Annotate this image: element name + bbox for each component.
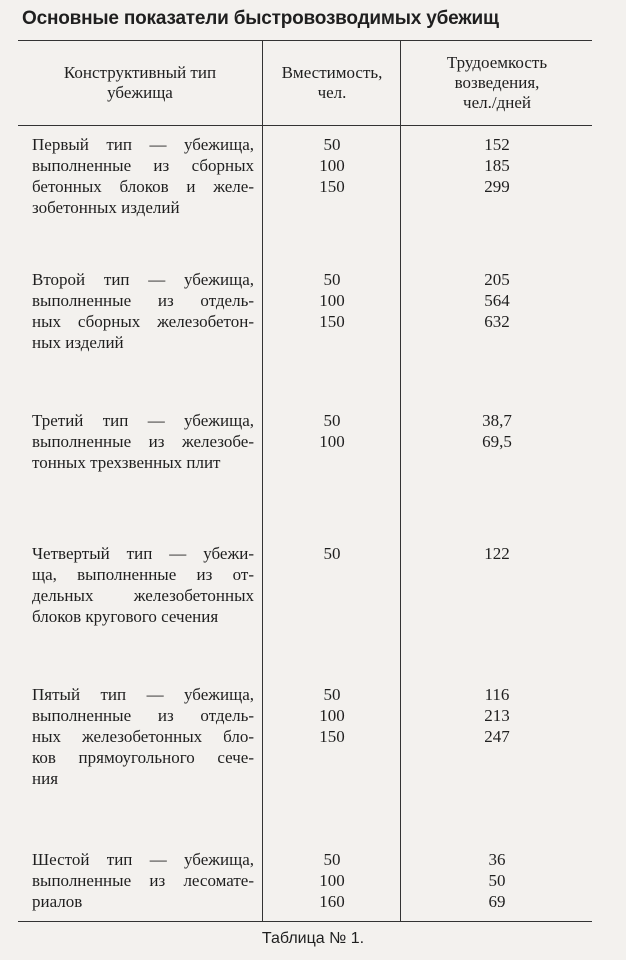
description-line: выполненные из сборных xyxy=(32,156,254,175)
capacity-value: 50 xyxy=(323,411,341,430)
description-line: Четвертый тип — убежи- xyxy=(32,544,254,563)
description-line: Пятый тип — убежища, xyxy=(32,685,254,704)
table-header xyxy=(18,41,592,126)
shelter-type-description xyxy=(32,269,254,353)
capacity-value: 50 xyxy=(323,544,341,563)
description-line: ных сборных железобетон- xyxy=(32,312,254,331)
column-divider xyxy=(262,41,263,921)
capacity-value: 150 xyxy=(319,727,345,746)
labor-value: 152 xyxy=(484,135,510,154)
labor-value: 36 xyxy=(488,850,506,869)
labor-value: 632 xyxy=(484,312,510,331)
capacity-value: 50 xyxy=(323,270,341,289)
labor-values xyxy=(402,543,592,564)
capacity-value: 100 xyxy=(319,291,345,310)
labor-value: 50 xyxy=(488,871,506,890)
capacity-values xyxy=(264,849,400,912)
description-line: дельных железобетонных xyxy=(32,586,254,605)
column-divider xyxy=(400,41,401,921)
capacity-value: 50 xyxy=(323,685,341,704)
labor-value: 205 xyxy=(484,270,510,289)
capacity-value: 160 xyxy=(319,892,345,911)
capacity-value: 50 xyxy=(323,135,341,154)
header-labor: Трудоемкость возведения, чел./дней xyxy=(446,53,548,112)
shelter-type-description xyxy=(32,849,254,912)
labor-values xyxy=(402,684,592,747)
table-caption: Таблица № 1. xyxy=(261,930,365,947)
labor-value: 564 xyxy=(484,291,510,310)
description-line: ных изделий xyxy=(32,333,124,352)
labor-value: 69 xyxy=(488,892,506,911)
labor-values xyxy=(402,134,592,197)
description-line: Первый тип — убежища, xyxy=(32,135,254,154)
labor-value: 122 xyxy=(484,544,510,563)
labor-values xyxy=(402,849,592,912)
labor-values xyxy=(402,269,592,332)
labor-value: 213 xyxy=(484,706,510,725)
description-line: ков прямоугольного сече- xyxy=(32,748,254,767)
description-line: выполненные из отдель- xyxy=(32,706,254,725)
description-line: ния xyxy=(32,769,59,788)
description-line: блоков кругового сечения xyxy=(32,607,219,626)
description-line: Второй тип — убежища, xyxy=(32,270,254,289)
capacity-value: 100 xyxy=(319,871,345,890)
shelter-type-description xyxy=(32,684,254,789)
labor-value: 185 xyxy=(484,156,510,175)
labor-value: 69,5 xyxy=(482,432,512,451)
capacity-value: 150 xyxy=(319,177,345,196)
description-line: Третий тип — убежища, xyxy=(32,411,254,430)
capacity-value: 100 xyxy=(319,156,345,175)
description-line: ных железобетонных бло- xyxy=(32,727,254,746)
shelter-type-description xyxy=(32,410,254,473)
shelter-table xyxy=(18,40,592,922)
description-line: риалов xyxy=(32,892,83,911)
capacity-value: 100 xyxy=(319,432,345,451)
capacity-values xyxy=(264,410,400,452)
description-line: ща, выполненные из от- xyxy=(32,565,254,584)
labor-value: 299 xyxy=(484,177,510,196)
description-line: выполненные из железобе- xyxy=(32,432,254,451)
capacity-values xyxy=(264,684,400,747)
capacity-values xyxy=(264,134,400,197)
labor-value: 247 xyxy=(484,727,510,746)
description-line: Шестой тип — убежища, xyxy=(32,850,254,869)
description-line: зобетонных изделий xyxy=(32,198,180,217)
shelter-type-description xyxy=(32,134,254,218)
capacity-value: 50 xyxy=(323,850,341,869)
capacity-value: 100 xyxy=(319,706,345,725)
labor-values xyxy=(402,410,592,452)
capacity-values xyxy=(264,269,400,332)
shelter-type-description xyxy=(32,543,254,627)
labor-value: 38,7 xyxy=(482,411,512,430)
header-capacity: Вместимость, чел. xyxy=(281,63,383,102)
description-line: бетонных блоков и желе- xyxy=(32,177,254,196)
capacity-value: 150 xyxy=(319,312,345,331)
header-type: Конструктивный тип убежища xyxy=(63,63,217,102)
labor-value: 116 xyxy=(484,685,510,704)
description-line: выполненные из лесомате- xyxy=(32,871,254,890)
description-line: тонных трехзвенных плит xyxy=(32,453,221,472)
page-title: Основные показатели быстровозводимых убежищ xyxy=(22,8,499,29)
description-line: выполненные из отдель- xyxy=(32,291,254,310)
capacity-values xyxy=(264,543,400,564)
